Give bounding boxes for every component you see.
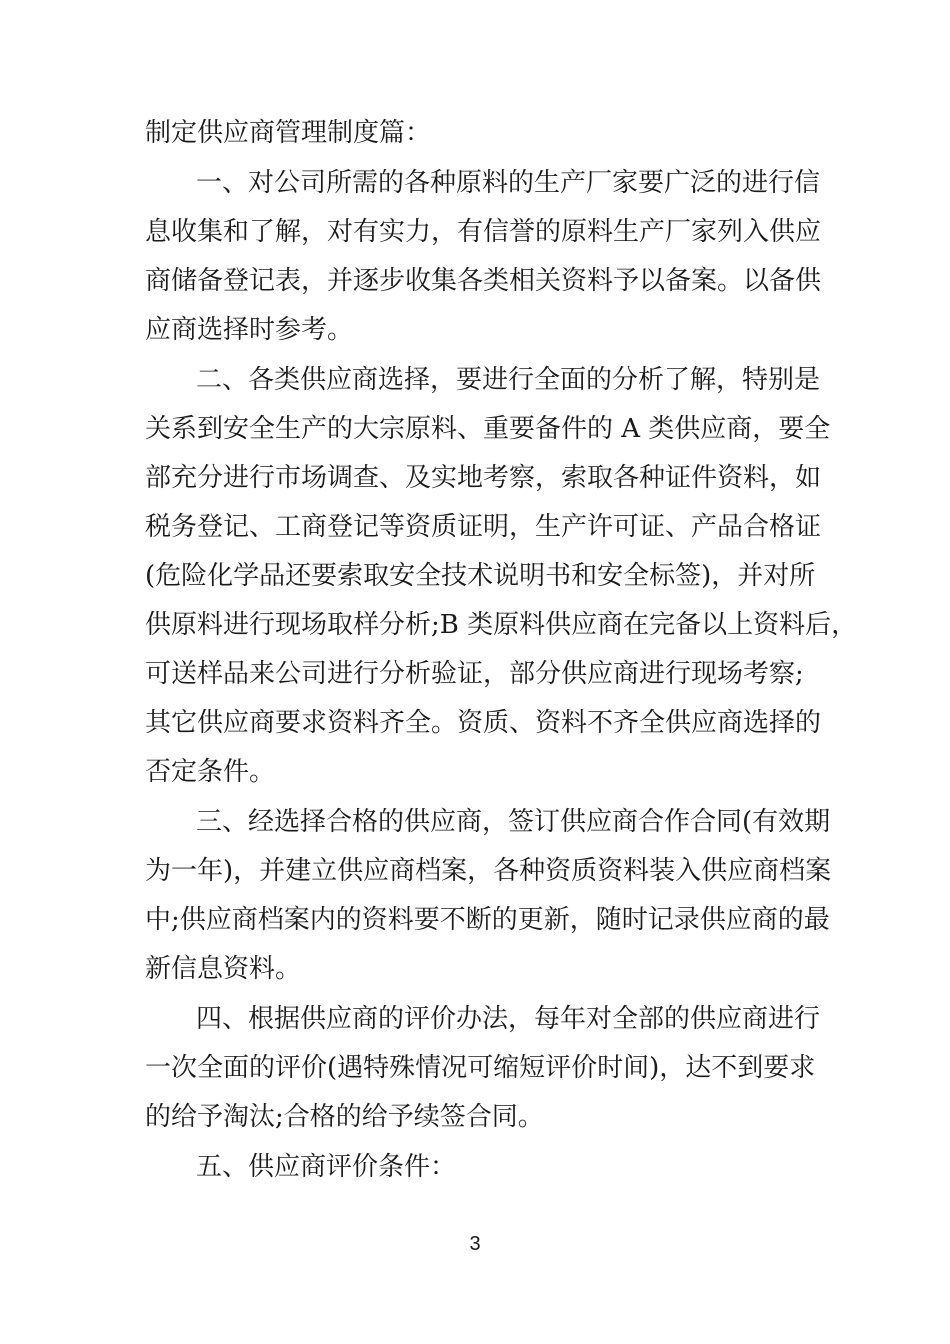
paragraph-3-line-1: 三、经选择合格的供应商，签订供应商合作合同(有效期 [196,807,831,837]
paragraph-2-line-6: 供原料进行现场取样分析;B 类原料供应商在完备以上资料后， [145,610,858,640]
paragraph-2-line-9: 否定条件。 [145,757,276,787]
paragraph-3-line-2: 为一年)，并建立供应商档案，各种资质资料装入供应商档案 [145,856,832,886]
paragraph-2-line-5: (危险化学品还要索取安全技术说明书和安全标签)，并对所 [145,561,816,591]
paragraph-4-line-3: 的给予淘汰;合格的给予续签合同。 [145,1102,544,1132]
paragraph-5-line-1: 五、供应商评价条件： [196,1152,457,1182]
paragraph-3-line-3: 中;供应商档案内的资料要不断的更新，随时记录供应商的最 [145,905,830,935]
document-heading: 制定供应商管理制度篇： [145,118,432,148]
paragraph-1-line-4: 应商选择时参考。 [145,315,354,345]
paragraph-3-line-4: 新信息资料。 [145,954,302,984]
paragraph-4-line-2: 一次全面的评价(遇特殊情况可缩短评价时间)，达不到要求 [145,1053,816,1083]
paragraph-2-line-3: 部充分进行市场调查、及实地考察，索取各种证件资料，如 [145,463,822,493]
paragraph-2-line-2: 关系到安全生产的大宗原料、重要备件的 A 类供应商，要全 [145,414,831,444]
page-number: 3 [469,1233,481,1255]
paragraph-2-line-4: 税务登记、工商登记等资质证明，生产许可证、产品合格证 [145,512,822,542]
paragraph-2-line-8: 其它供应商要求资料齐全。资质、资料不齐全供应商选择的 [145,708,822,738]
paragraph-2-line-1: 二、各类供应商选择，要进行全面的分析了解，特别是 [196,365,821,395]
paragraph-1-line-1: 一、对公司所需的各种原料的生产厂家要广泛的进行信 [196,168,821,198]
paragraph-2-line-7: 可送样品来公司进行分析验证，部分供应商进行现场考察; [145,659,804,689]
paragraph-4-line-1: 四、根据供应商的评价办法，每年对全部的供应商进行 [196,1004,821,1034]
paragraph-1-line-2: 息收集和了解，对有实力，有信誉的原料生产厂家列入供应 [145,217,822,247]
paragraph-1-line-3: 商储备登记表，并逐步收集各类相关资料予以备案。以备供 [145,266,822,296]
